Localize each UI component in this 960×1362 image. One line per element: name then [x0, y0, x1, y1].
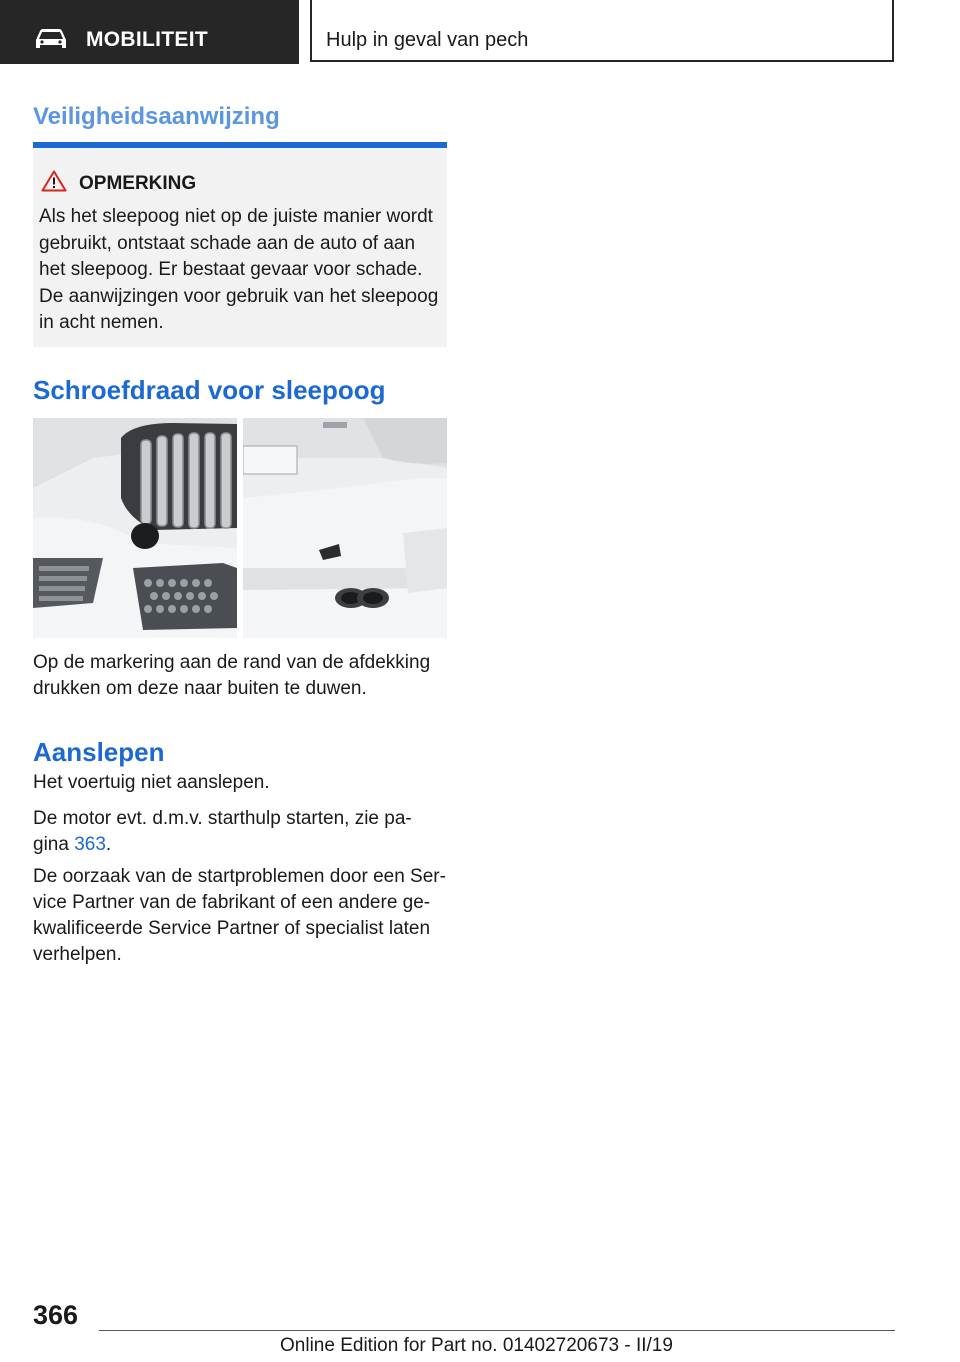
car-icon [33, 26, 69, 52]
edition-text: Online Edition for Part no. 01402720673 - II/19 [280, 1335, 673, 1356]
towing-p1: Het voertuig niet aanslepen. [33, 772, 270, 793]
chapter-box [310, 0, 894, 62]
note-text: Als het sleepoog niet op de juiste manier wordt gebruikt, ontstaat schade aan de auto of aan het sleepoog. Er bestaat gevaar voor schade. De aanwijzingen voor gebruik van het sleepoog in acht nemen. [39, 206, 439, 333]
page-number: 366 [33, 1300, 79, 1330]
towing-p3: De oorzaak van de startproblemen door een Ser-vice Partner van de fabrikant of een andere ge-kwalificeerde Service Partner of specialist laten verhelpen. [33, 866, 446, 965]
chapter-title: Hulp in geval van pech [326, 29, 529, 51]
section-title: MOBILITEIT [86, 28, 208, 51]
thread-text: Op de markering aan de rand van de afdekking drukken om deze naar buiten te duwen. [33, 652, 431, 699]
front-bumper-image [33, 418, 237, 638]
warning-note [33, 148, 447, 347]
rear-bumper-image [243, 418, 447, 638]
warning-icon [41, 170, 67, 192]
safety-heading: Veiligheidsaanwijzing [33, 103, 280, 130]
towing-p2 [33, 806, 447, 858]
section-tab [0, 0, 299, 64]
page-link[interactable]: 363 [74, 834, 106, 855]
thread-heading: Schroefdraad voor sleepoog [33, 375, 386, 405]
footer-rule [99, 1330, 895, 1331]
towing-heading: Aanslepen [33, 737, 165, 767]
note-label: OPMERKING [79, 173, 197, 194]
towing-p2-text: De motor evt. d.m.v. starthulp starten, zie pa-gina [33, 808, 412, 855]
towing-p2-end: . [105, 834, 112, 855]
